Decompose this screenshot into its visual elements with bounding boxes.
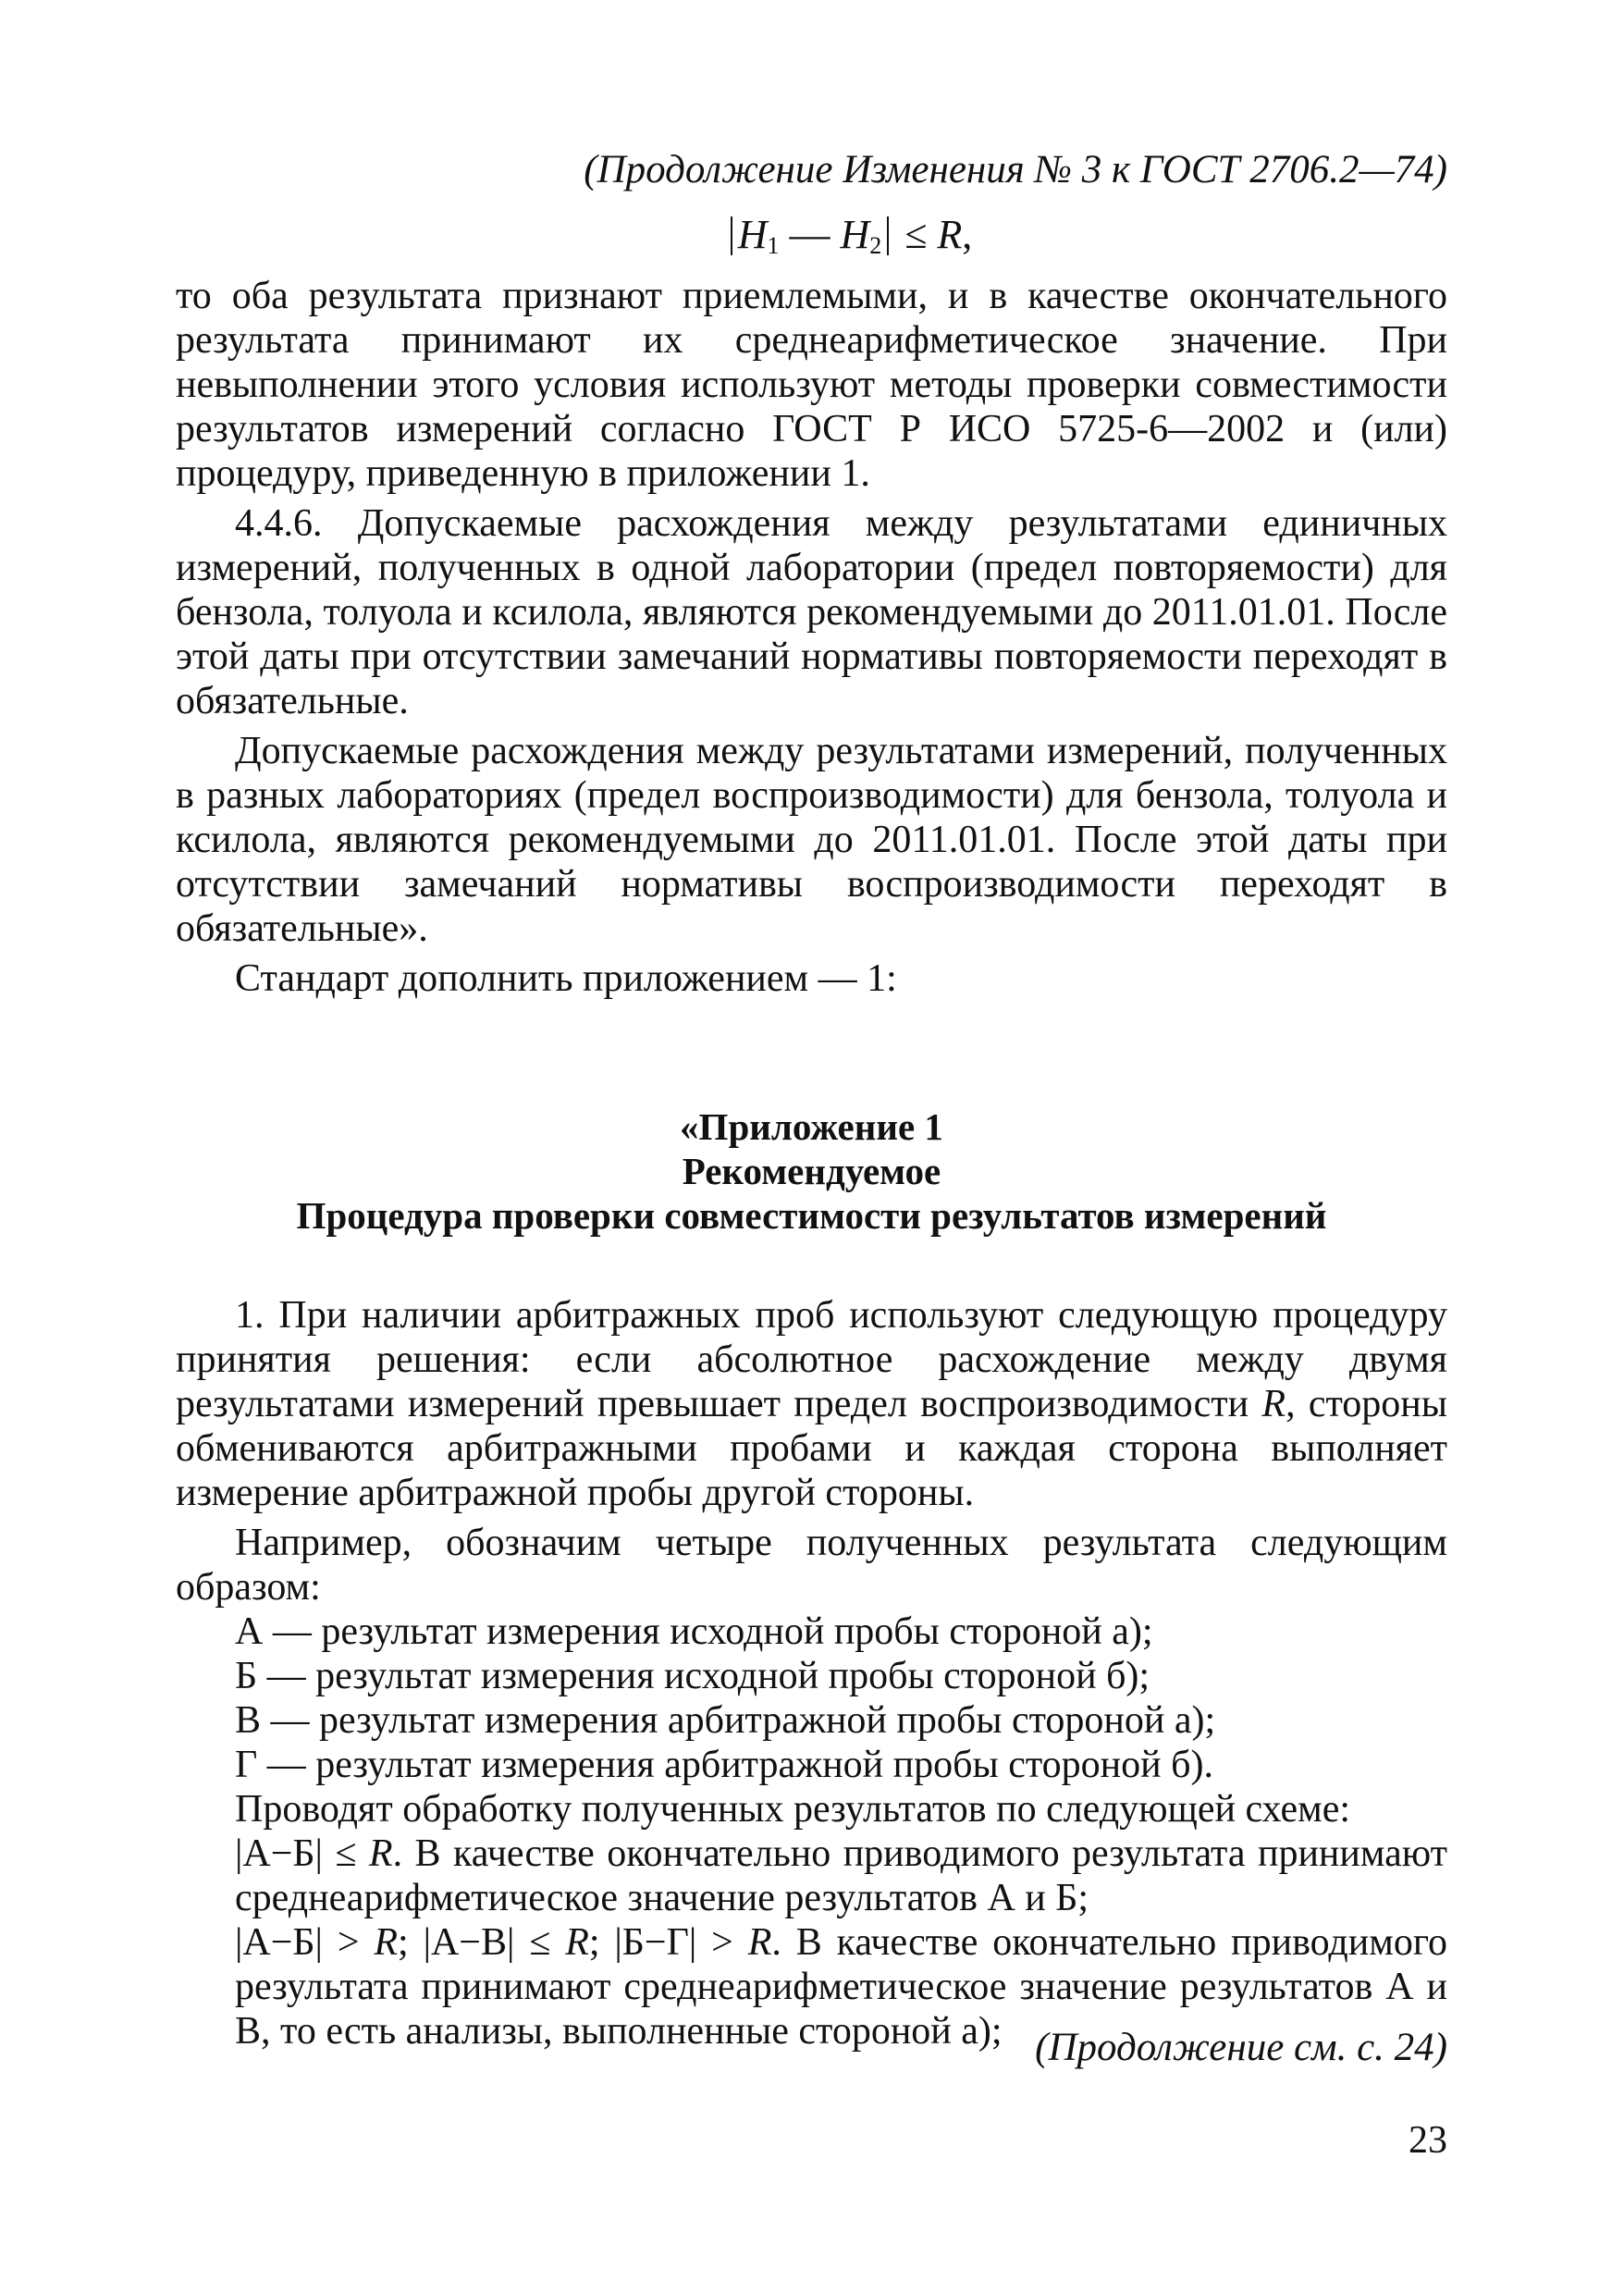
appendix-title: «Приложение 1	[680, 1105, 943, 1148]
condition-2-r-2: R	[565, 1921, 589, 1964]
condition-1-r: R	[368, 1832, 393, 1875]
appendix-heading: Процедура проверки совместимости результатов измерений	[296, 1194, 1327, 1237]
list-item: А — результат измерения исходной пробы стороной а);	[235, 1610, 1153, 1653]
appendix-p1-part-b: , стороны обмениваются арбитражными пробами и каждая сторона выполняет измерение арбитражной пробы другой стороны.	[176, 1383, 1447, 1514]
condition-2-expr-1: |А−Б| >	[235, 1921, 375, 1964]
condition-1	[176, 1832, 1447, 1920]
appendix-p1-part-a: 1. При наличии арбитражных проб используют следующую процедуру принятия решения: если абсолютное расхождение между двумя результатами измерений превышает предел воспроизводимости	[176, 1294, 1447, 1425]
formula-h1: H	[737, 212, 768, 257]
appendix-paragraph-2: Например, обозначим четыре полученных результата следующим образом:	[176, 1522, 1447, 1609]
formula-sub2: 2	[869, 232, 882, 259]
formula-relation: ≤	[904, 212, 928, 257]
list-item: Б — результат измерения исходной пробы стороной б);	[235, 1655, 1150, 1697]
condition-2-r-3: R	[747, 1921, 772, 1964]
formula-h2: H	[840, 212, 870, 257]
document-page	[176, 148, 1447, 2183]
continuation-header: (Продолжение Изменения № 3 к ГОСТ 2706.2—74)	[584, 148, 1447, 191]
abs-bar-left	[731, 216, 732, 255]
appendix-status: Рекомендуемое	[682, 1150, 941, 1192]
condition-2-r-1: R	[374, 1921, 399, 1964]
paragraph-supplement: Стандарт дополнить приложением — 1:	[235, 957, 897, 1000]
appendix-p1-r: R	[1261, 1383, 1286, 1425]
formula-minus: —	[789, 212, 830, 257]
formula-r: R	[937, 212, 963, 257]
condition-1-text: . В качестве окончательно приводимого результата принимают среднеарифметическое значение результатов А и Б;	[235, 1832, 1447, 1919]
appendix-header	[176, 1104, 1447, 1238]
abs-bar-right	[887, 216, 889, 255]
paragraph-reproducibility: Допускаемые расхождения между результатами измерений, полученных в разных лабораториях (предел воспроизводимости) для бензола, толуола и ксилола, являются рекомендуемыми до 2011.01.01. После этой даты при отсутствии замечаний нормативы воспроизводимости переходят в обязательные».	[176, 730, 1447, 950]
condition-1-expr: |А−Б| ≤	[235, 1832, 369, 1875]
appendix-paragraph-1	[176, 1293, 1447, 1515]
formula	[176, 213, 1447, 257]
formula-sub1: 1	[767, 232, 780, 259]
paragraph-4-4-6: 4.4.6. Допускаемые расхождения между результатами единичных измерений, полученных в одной лаборатории (предел повторяемости) для бензола, толуола и ксилола, являются рекомендуемыми до 2011.01.01. После этой даты при отсутствии замечаний нормативы повторяемости переходят в обязательные.	[176, 502, 1447, 722]
paragraph-result-acceptance: то оба результата признают приемлемыми, и в качестве окончательного результата принимают их среднеарифметическое значение. При невыполнении этого условия используют методы проверки совместимости результатов измерений согласно ГОСТ Р ИСО 5725-6—2002 и (или) процедуру, приведенную в приложении 1.	[176, 275, 1447, 495]
list-item: В — результат измерения арбитражной пробы стороной а);	[235, 1699, 1216, 1742]
condition-2-text: . В качестве окончательно приводимого результата принимают среднеарифметическое значение результатов А и В, то есть анализы, выполненные стороной а);	[235, 1921, 1448, 2053]
condition-2-expr-2: ; |А−В| ≤	[398, 1921, 566, 1964]
appendix-paragraph-3: Проводят обработку полученных результатов по следующей схеме:	[235, 1788, 1351, 1831]
page-number: 23	[1409, 2119, 1447, 2162]
list-item: Г — результат измерения арбитражной пробы стороной б).	[235, 1744, 1213, 1786]
condition-2-expr-3: ; |Б−Г| >	[588, 1921, 748, 1964]
formula-comma: ,	[962, 212, 973, 257]
continuation-footer: (Продолжение см. с. 24)	[1035, 2026, 1447, 2069]
result-list	[176, 1610, 1447, 1787]
